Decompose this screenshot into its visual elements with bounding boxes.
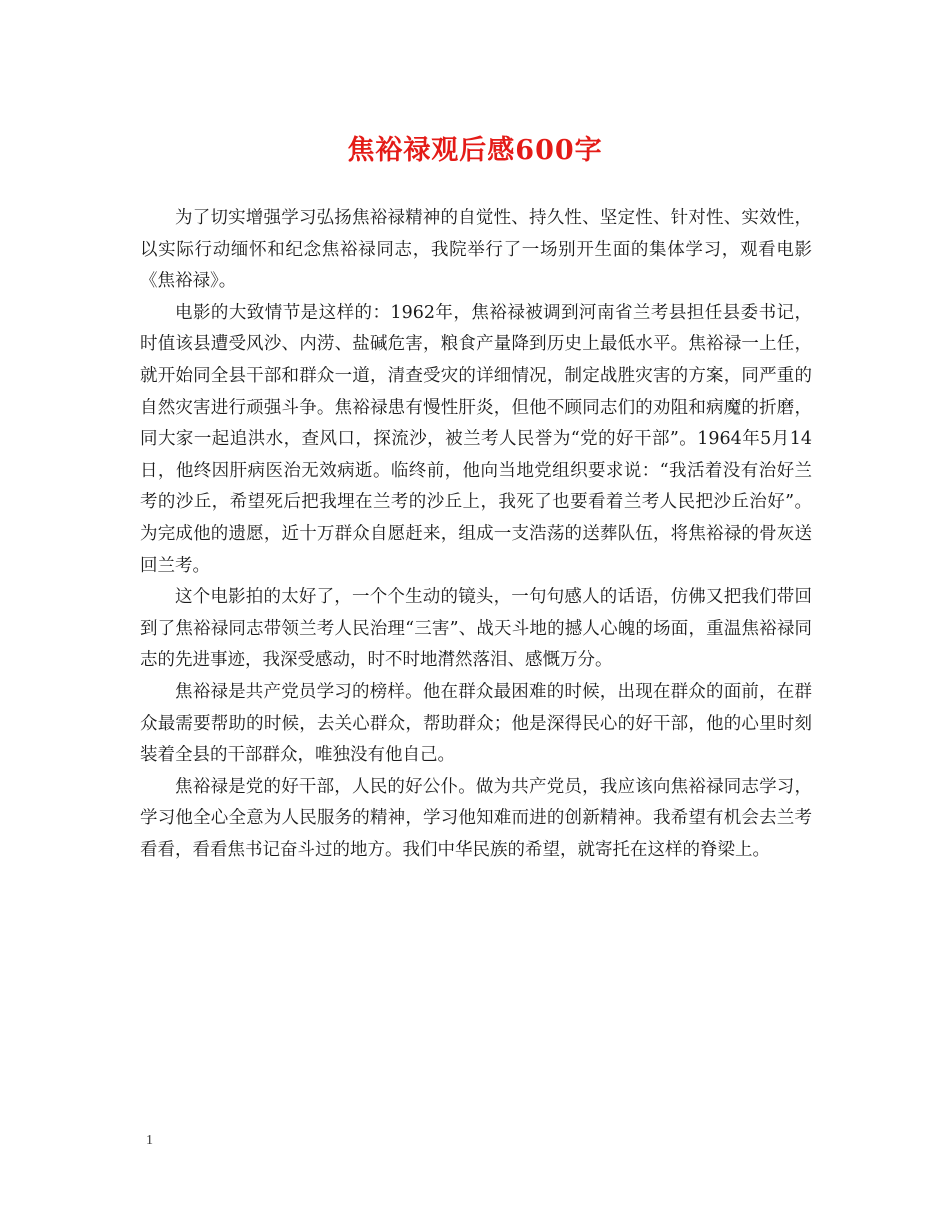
document-body <box>140 203 812 866</box>
paragraph-2: 电影的大致情节是这样的：1962年，焦裕禄被调到河南省兰考县担任县委书记，时值该县遭受风沙、内涝、盐碱危害，粮食产量降到历史上最低水平。焦裕禄一上任，就开始同全县干部和群众一道，清查受灾的详细情况，制定战胜灾害的方案，同严重的自然灾害进行顽强斗争。焦裕禄患有慢性肝炎，但他不顾同志们的劝阻和病魔的折磨，同大家一起追洪水，查风口，探流沙，被兰考人民誉为“党的好干部”。1964年5月14日，他终因肝病医治无效病逝。临终前，他向当地党组织要求说：“我活着没有治好兰考的沙丘，希望死后把我埋在兰考的沙丘上，我死了也要看着兰考人民把沙丘治好”。为完成他的遗愿，近十万群众自愿赶来，组成一支浩荡的送葬队伍，将焦裕禄的骨灰送回兰考。 <box>140 302 812 576</box>
document-title: 焦裕禄观后感600字 <box>347 135 603 166</box>
paragraph-5: 焦裕禄是党的好干部，人民的好公仆。做为共产党员，我应该向焦裕禄同志学习，学习他全心全意为人民服务的精神，学习他知难而进的创新精神。我希望有机会去兰考看看，看看焦书记奋斗过的地方。我们中华民族的希望，就寄托在这样的脊梁上。 <box>140 776 812 860</box>
paragraph-1: 为了切实增强学习弘扬焦裕禄精神的自觉性、持久性、坚定性、针对性、实效性，以实际行动缅怀和纪念焦裕禄同志，我院举行了一场别开生面的集体学习，观看电影《焦裕禄》。 <box>140 208 812 292</box>
paragraph-4: 焦裕禄是共产党员学习的榜样。他在群众最困难的时候，出现在群众的面前，在群众最需要帮助的时候，去关心群众，帮助群众；他是深得民心的好干部，他的心里时刻装着全县的干部群众，唯独没有他自己。 <box>140 681 812 766</box>
page-number: 1 <box>146 1133 153 1148</box>
paragraph-3: 这个电影拍的太好了，一个个生动的镜头，一句句感人的话语，仿佛又把我们带回到了焦裕禄同志带领兰考人民治理“三害”、战天斗地的撼人心魄的场面，重温焦裕禄同志的先进事迹，我深受感动，时不时地潸然落泪、感慨万分。 <box>140 587 812 671</box>
